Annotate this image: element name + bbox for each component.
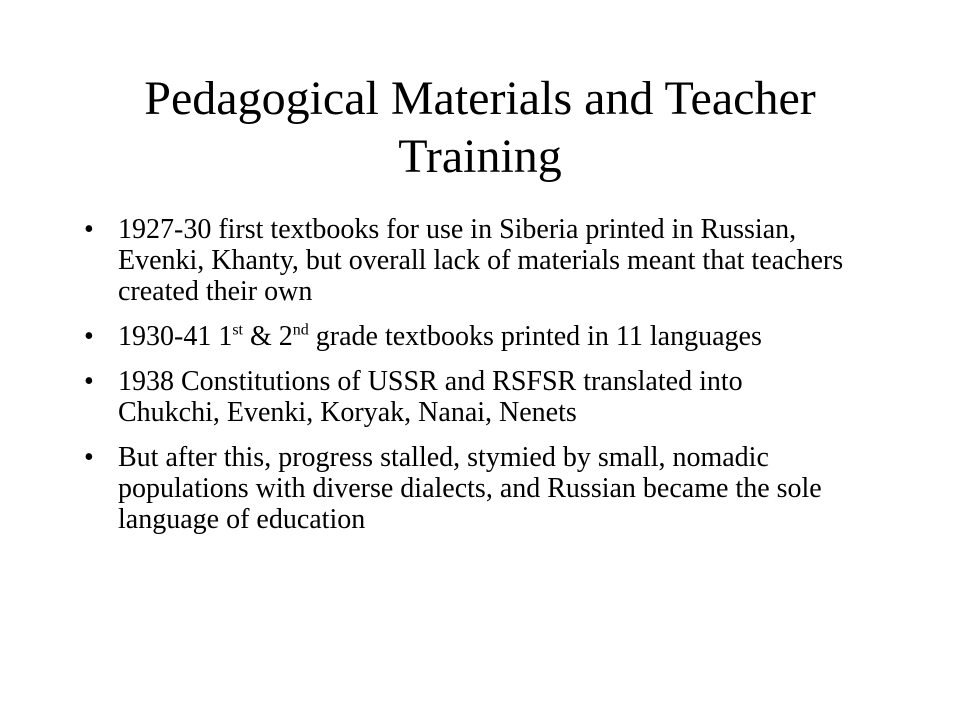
bullet-symbol: • [84, 442, 94, 473]
bullet-text: 1938 Constitutions of USSR and RSFSR translated into Chukchi, Evenki, Koryak, Nanai, Nenets [118, 366, 743, 428]
bullet-item-4 [84, 442, 844, 535]
bullet-symbol: • [84, 214, 94, 245]
bullet-text [118, 321, 762, 352]
bullet-item-3 [84, 366, 844, 428]
ordinal-suffix: st [232, 321, 243, 339]
bullet-item-1 [84, 214, 844, 307]
bullet-symbol: • [84, 366, 94, 397]
bullet-text-part: grade textbooks printed in 11 languages [308, 321, 762, 352]
bullet-text-part: 1930-41 1 [118, 321, 233, 352]
slide-title: Pedagogical Materials and Teacher Training [144, 72, 816, 183]
bullet-list [84, 214, 844, 549]
ordinal-suffix: nd [292, 321, 309, 339]
bullet-text-part: & 2 [243, 321, 293, 352]
bullet-text: 1927-30 first textbooks for use in Siberia printed in Russian, Evenki, Khanty, but overall lack of materials meant that teachers created their own [118, 214, 844, 307]
bullet-text: But after this, progress stalled, stymied by small, nomadic populations with diverse dialects, and Russian became the sole language of education [118, 442, 822, 535]
bullet-symbol: • [84, 321, 94, 352]
bullet-item-2 [84, 321, 844, 352]
